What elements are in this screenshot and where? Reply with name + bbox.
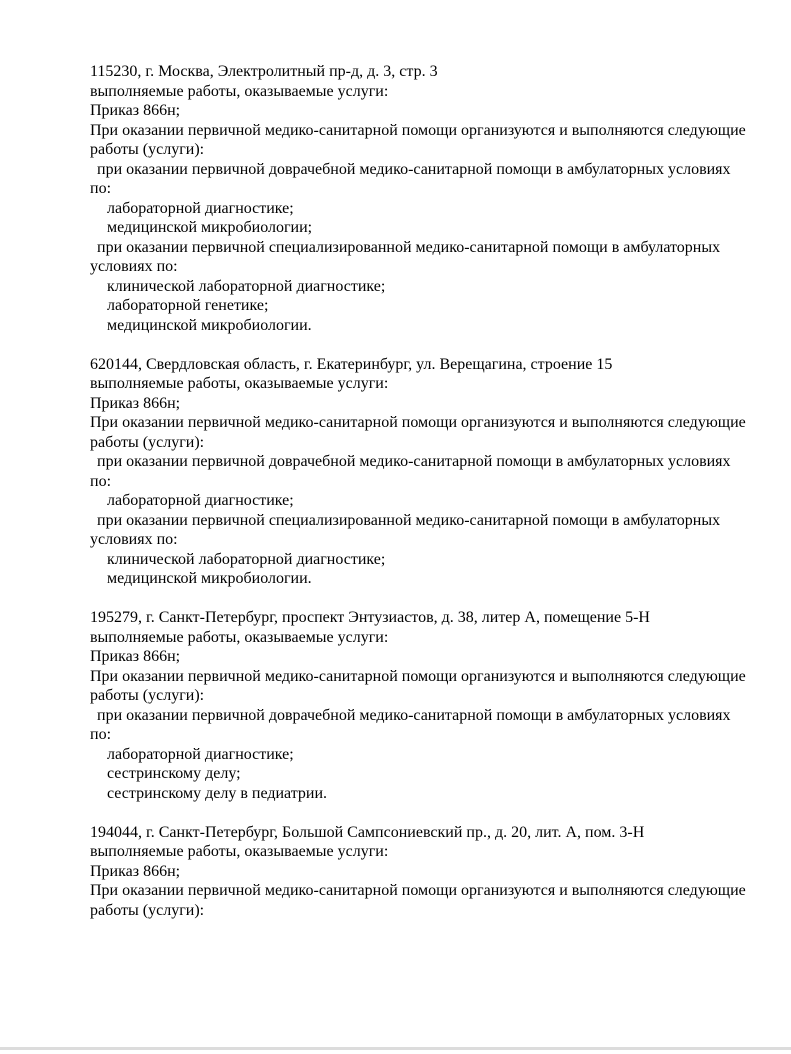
license-text-line: при оказании первичной специализированной медико-санитарной помощи в амбулаторных	[97, 511, 721, 529]
license-text-line: При оказании первичной медико-санитарной помощи организуются и выполняются следующие	[90, 121, 746, 139]
license-text-line: медицинской микробиологии;	[107, 219, 313, 236]
license-text-line: при оказании первичной специализированной медико-санитарной помощи в амбулаторных	[97, 238, 721, 256]
license-text-document	[90, 62, 746, 920]
license-text-line: клинической лабораторной диагностике;	[107, 277, 386, 295]
location-address: 115230, г. Москва, Электролитный пр-д, д. 3, стр. 3	[90, 63, 438, 80]
license-text-line: работы (услуги):	[90, 687, 205, 704]
license-text-line: Приказ 866н;	[90, 648, 181, 665]
license-location-block	[90, 62, 746, 335]
license-location-block	[90, 823, 746, 921]
license-text-line: условиях по:	[90, 531, 178, 548]
license-text-line: выполняемые работы, оказываемые услуги:	[90, 375, 389, 392]
license-text-line: медицинской микробиологии.	[107, 316, 312, 334]
license-text-line: При оказании первичной медико-санитарной помощи организуются и выполняются следующие	[90, 882, 746, 899]
license-text-line: Приказ 866н;	[90, 394, 181, 412]
license-text-line: по:	[90, 472, 112, 490]
license-text-line: сестринскому делу;	[107, 765, 241, 782]
license-text-line: при оказании первичной доврачебной медико-санитарной помощи в амбулаторных условиях	[97, 706, 731, 724]
license-text-line: сестринскому делу в педиатрии.	[107, 784, 328, 802]
license-text-line: Приказ 866н;	[90, 102, 181, 119]
license-text-line: условиях по:	[90, 258, 178, 275]
license-text-line: клинической лабораторной диагностике;	[107, 550, 386, 568]
license-text-line: выполняемые работы, оказываемые услуги:	[90, 82, 389, 100]
license-text-line: по:	[90, 180, 112, 197]
license-text-line: при оказании первичной доврачебной медико-санитарной помощи в амбулаторных условиях	[97, 160, 731, 178]
license-location-block	[90, 608, 746, 803]
location-address: 194044, г. Санкт-Петербург, Большой Сампсониевский пр., д. 20, лит. А, пом. 3-Н	[90, 823, 645, 841]
license-text-line: Приказ 866н;	[90, 862, 181, 880]
license-text-line: лабораторной диагностике;	[107, 492, 294, 509]
license-text-line: работы (услуги):	[90, 141, 205, 158]
license-text-line: При оказании первичной медико-санитарной помощи организуются и выполняются следующие	[90, 414, 746, 431]
license-text-line: лабораторной диагностике;	[107, 745, 294, 763]
license-text-line: лабораторной генетике;	[107, 297, 269, 314]
license-text-line: лабораторной диагностике;	[107, 199, 294, 217]
bottom-divider	[0, 1047, 791, 1050]
license-text-line: работы (услуги):	[90, 433, 205, 451]
license-text-line: медицинской микробиологии.	[107, 570, 312, 587]
location-address: 195279, г. Санкт-Петербург, проспект Энтузиастов, д. 38, литер А, помещение 5-Н	[90, 609, 650, 626]
license-text-line: по:	[90, 726, 112, 743]
license-text-line: При оказании первичной медико-санитарной помощи организуются и выполняются следующие	[90, 667, 746, 685]
license-location-block	[90, 355, 746, 589]
license-text-line: при оказании первичной доврачебной медико-санитарной помощи в амбулаторных условиях	[97, 453, 731, 470]
license-text-line: работы (услуги):	[90, 901, 205, 919]
license-text-line: выполняемые работы, оказываемые услуги:	[90, 843, 389, 860]
location-address: 620144, Свердловская область, г. Екатеринбург, ул. Верещагина, строение 15	[90, 355, 613, 373]
license-text-line: выполняемые работы, оказываемые услуги:	[90, 628, 389, 646]
